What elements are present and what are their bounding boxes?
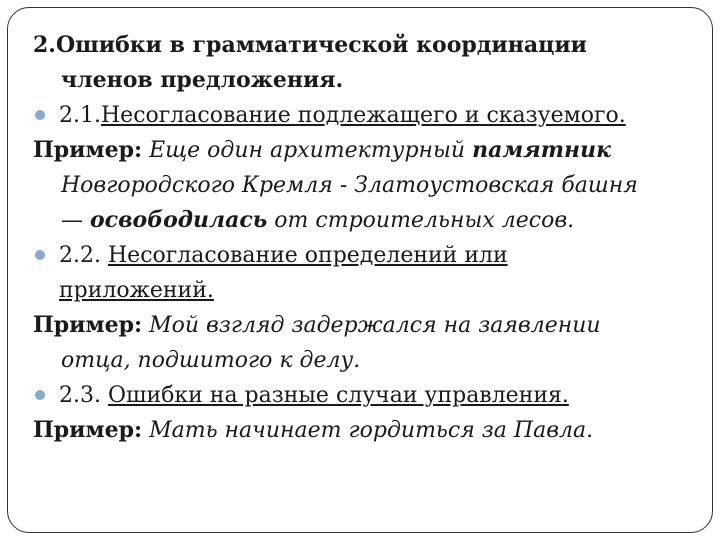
heading-line-1: [33, 28, 703, 63]
bullet-item-2-cont: [33, 273, 703, 308]
bullet-item-3: [33, 378, 703, 413]
example1-line-1: [33, 133, 703, 168]
item2-title-2: приложений.: [59, 278, 214, 303]
example3-line-1: [33, 413, 703, 448]
example1-predicate: освободилась: [90, 207, 268, 233]
example1-text-a: Еще один архитектурный: [142, 138, 473, 163]
example2-line-2: [33, 343, 703, 378]
item3-title: Ошибки на разные случаи управления.: [107, 383, 569, 408]
bullet-dot-icon: [35, 250, 45, 260]
item3-number: 2.3.: [59, 383, 101, 408]
example2-text-2: отца, подшитого к делу.: [61, 348, 361, 373]
bullet-dot-icon: [35, 110, 45, 120]
slide-content: [33, 28, 703, 448]
example1-text-l2: Новгородского Кремля - Златоустовская башня: [61, 173, 638, 198]
item2-title-1: Несогласование определений или: [107, 243, 508, 268]
example1-line-2: [33, 168, 703, 203]
example2-label: Пример:: [33, 312, 143, 338]
example3-label: Пример:: [33, 417, 143, 443]
example1-text-c: от строительных лесов.: [267, 208, 575, 233]
example1-label: Пример:: [33, 137, 143, 163]
example2-text-1: Мой взгляд задержался на заявлении: [142, 313, 601, 338]
example3-text: Мать начинает гордиться за Павла.: [142, 418, 594, 443]
bullet-item-2: [33, 238, 703, 273]
item1-number: 2.1.: [59, 103, 101, 128]
example1-line-3: [33, 203, 703, 238]
example1-dash: —: [61, 208, 90, 233]
bullet-item-1: [33, 98, 703, 133]
heading-line-2: [33, 63, 703, 98]
item2-number: 2.2.: [59, 243, 101, 268]
bullet-dot-icon: [35, 390, 45, 400]
heading-text-2: членов предложения.: [61, 67, 344, 93]
heading-text-1: 2.Ошибки в грамматической координации: [33, 32, 587, 58]
item1-title: Несогласование подлежащего и сказуемого.: [100, 103, 626, 128]
example2-line-1: [33, 308, 703, 343]
example1-subject: памятник: [472, 137, 611, 163]
